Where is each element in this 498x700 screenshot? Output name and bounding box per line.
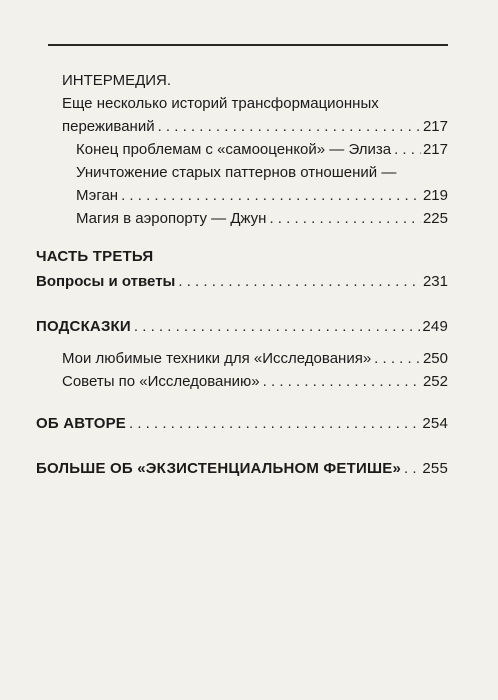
toc-entry-techniques[interactable] [62,349,448,369]
toc-page-number: 252 [422,373,448,390]
toc-leader-dots [394,140,421,160]
toc-leader-dots [129,414,420,434]
toc-entry-tips[interactable] [62,372,448,392]
toc-page-number: 217 [422,118,448,135]
toc-leader-dots [263,372,421,392]
toc-entry-hints[interactable] [36,317,448,337]
toc-entry-label: Конец проблемам с «самооценкой» — Элиза [76,141,392,158]
toc-entry-author[interactable] [36,414,448,434]
toc-page-number: 249 [422,318,448,335]
toc-entry-megan[interactable] [76,186,448,206]
toc-entry-label: Вопросы и ответы [36,273,176,290]
toc-page-number: 255 [422,460,448,477]
top-rule [48,44,448,46]
toc-entry-qa[interactable] [36,272,448,292]
toc-entry-label: Мои любимые техники для «Исследования» [62,350,372,367]
toc-entry-label: Советы по «Исследованию» [62,373,260,390]
toc-entry-label: Мэган [76,187,119,204]
toc-entry-label: ОБ АВТОРЕ [36,415,126,432]
toc-entry-more[interactable] [36,459,448,479]
toc-entry-intermedia[interactable] [62,117,448,137]
toc-page-number: 225 [422,210,448,227]
toc-page-number: 219 [422,187,448,204]
toc-entry-jun[interactable] [76,209,448,229]
toc-page-number: 254 [422,415,448,432]
toc-leader-dots [269,209,421,229]
toc-megan-line1: Уничтожение старых паттернов отношений — [76,164,397,181]
toc-page-number: 250 [422,350,448,367]
toc-leader-dots [158,117,421,137]
toc-entry-label: БОЛЬШЕ ОБ «ЭКЗИСТЕНЦИАЛЬНОМ ФЕТИШЕ» [36,460,402,477]
toc-entry-label: Магия в аэропорту — Джун [76,210,267,227]
toc-page-number: 231 [422,273,448,290]
toc-leader-dots [374,349,421,369]
toc-leader-dots [121,186,421,206]
toc-leader-dots [404,459,420,479]
toc-entry-label: переживаний [62,118,155,135]
toc-intermedia-line1: Еще несколько историй трансформационных [62,95,379,112]
toc-intermedia-title: ИНТЕРМЕДИЯ. [62,72,172,89]
toc-entry-label: ПОДСКАЗКИ [36,318,131,335]
toc-leader-dots [134,317,420,337]
toc-part3-title: ЧАСТЬ ТРЕТЬЯ [36,248,154,265]
toc-page-number: 217 [422,141,448,158]
toc-leader-dots [178,272,421,292]
toc-entry-eliza[interactable] [76,140,448,160]
